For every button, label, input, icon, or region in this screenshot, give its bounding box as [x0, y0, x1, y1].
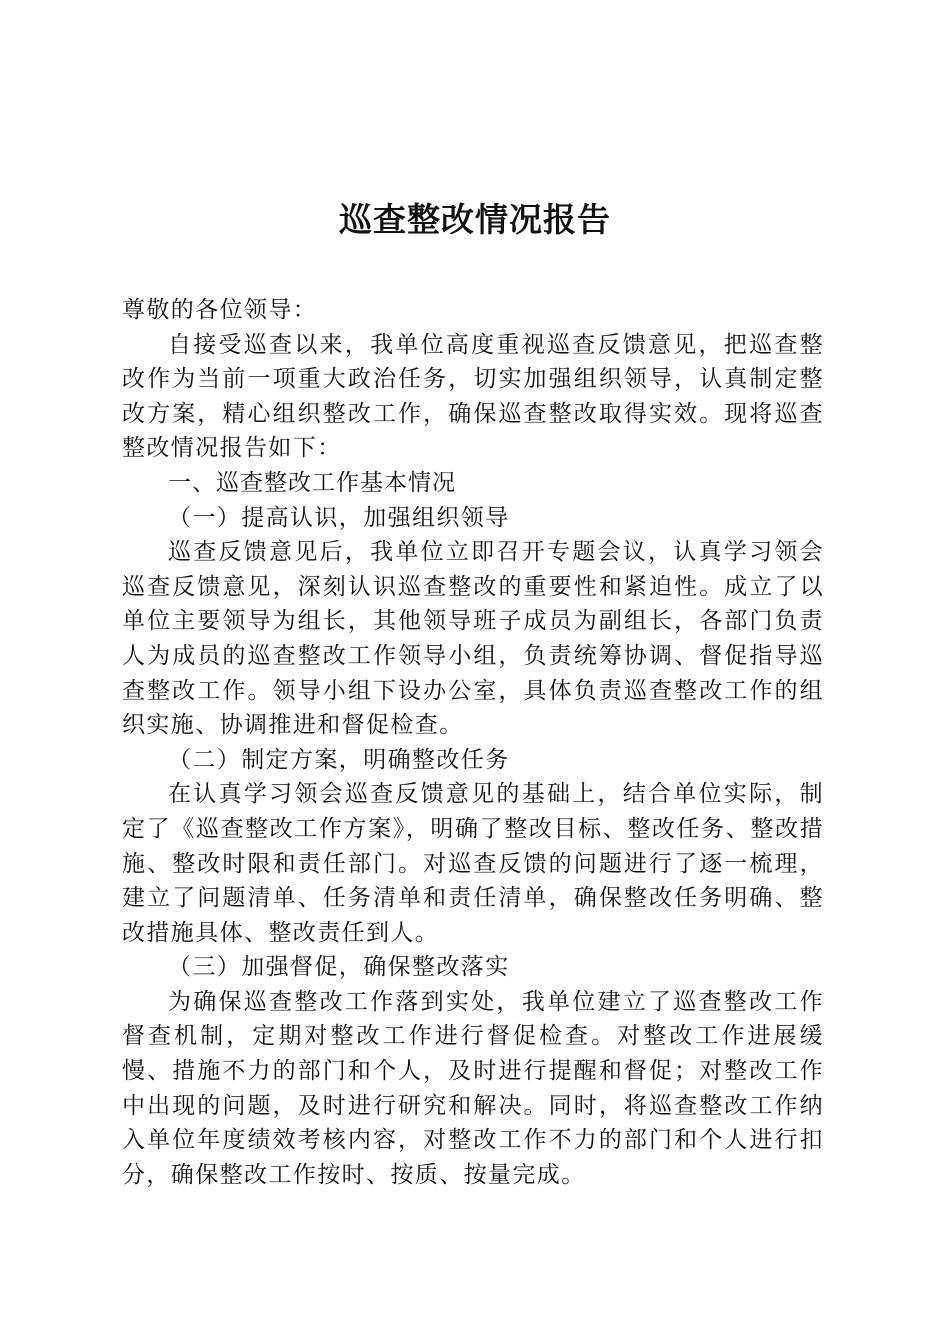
- document-body: [122, 293, 824, 1192]
- document-title: 巡查整改情况报告: [339, 200, 611, 239]
- subsection-heading-2: （二）制定方案，明确整改任务: [168, 746, 510, 773]
- subsection-body-1: 巡查反馈意见后，我单位立即召开专题会议，认真学习领会巡查反馈意见，深刻认识巡查整改的重要性和紧迫性。成立了以单位主要领导为组长，其他领导班子成员为副组长，各部门负责人为成员的巡查整改工作领导小组，负责统筹协调、督促指导巡查整改工作。领导小组下设办公室，具体负责巡查整改工作的组织实施、协调推进和督促检查。: [122, 539, 824, 739]
- subsection-body-3: 为确保巡查整改工作落到实处，我单位建立了巡查整改工作督查机制，定期对整改工作进行督促检查。对整改工作进展缓慢、措施不力的部门和个人，及时进行提醒和督促；对整改工作中出现的问题，及时进行研究和解决。同时，将巡查整改工作纳入单位年度绩效考核内容，对整改工作不力的部门和个人进行扣分，确保整改工作按时、按质、按量完成。: [122, 988, 824, 1188]
- subsection-heading-3: （三）加强督促，确保整改落实: [168, 954, 510, 981]
- intro-paragraph: 自接受巡查以来，我单位高度重视巡查反馈意见，把巡查整改作为当前一项重大政治任务，切实加强组织领导，认真制定整改方案，精心组织整改工作，确保巡查整改取得实效。现将巡查整改情况报告如下：: [122, 331, 824, 462]
- salutation: 尊敬的各位领导：: [122, 297, 318, 323]
- subsection-body-2: 在认真学习领会巡查反馈意见的基础上，结合单位实际，制定了《巡查整改工作方案》，明确了整改目标、整改任务、整改措施、整改时限和责任部门。对巡查反馈的问题进行了逐一梳理，建立了问题清单、任务清单和责任清单，确保整改任务明确、整改措施具体、整改责任到人。: [122, 781, 824, 946]
- subsection-heading-1: （一）提高认识，加强组织领导: [168, 504, 510, 531]
- section-heading-1: 一、巡查整改工作基本情况: [168, 469, 456, 496]
